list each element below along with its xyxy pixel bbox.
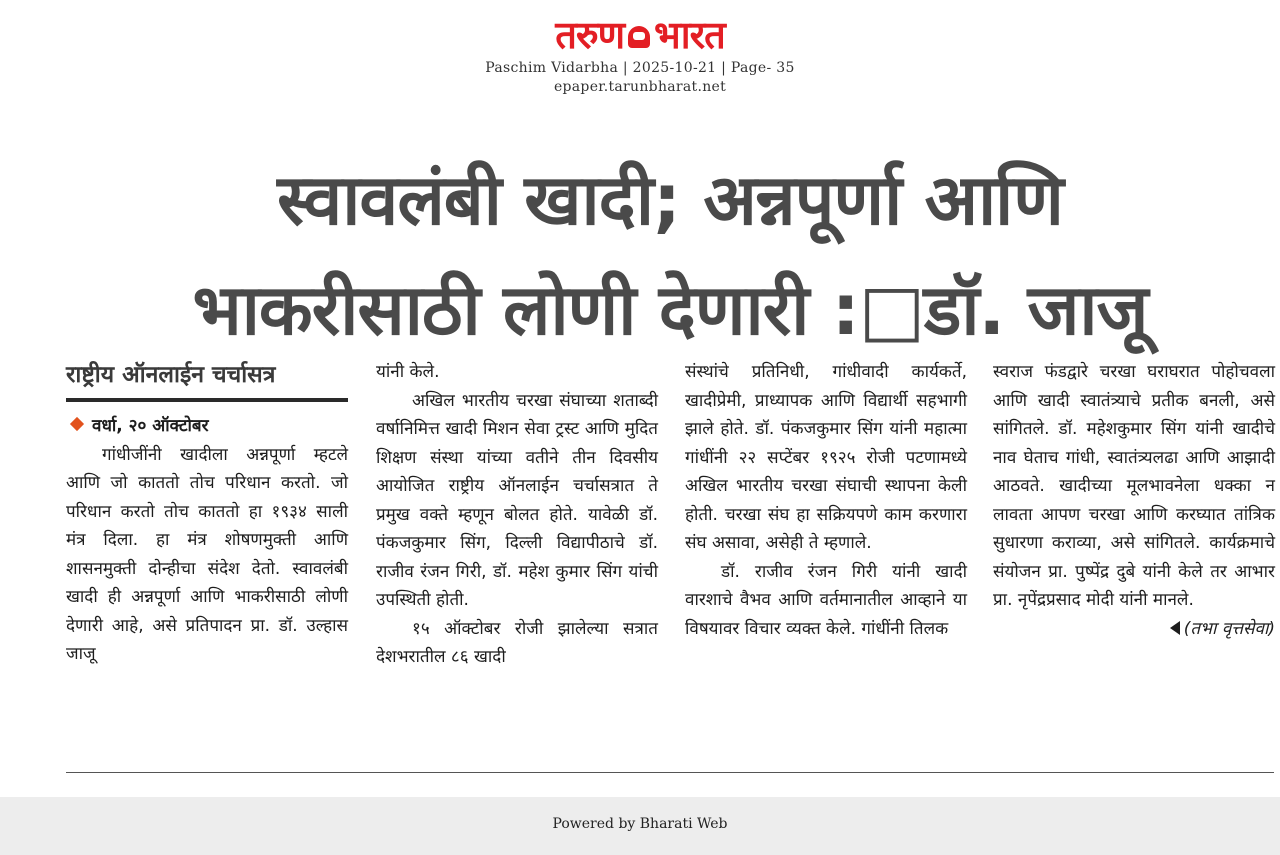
paragraph: गांधीजींनी खादीला अन्नपूर्णा म्हटले आणि जो काततो तोच परिधान करतो. जो परिधान करतो तोच काततो हा १९३४ साली मंत्र दिला. हा मंत्र शोषणमुक्ती आणि शासनमुक्ती दोन्हीचा संदेश देतो. स्वावलंबी खादी ही अन्नपूर्णा आणि भाकरीसाठी लोणी देणारी आहे, असे प्रतिपादन प्रा. डॉ. उल्हास जाजू (66, 444, 348, 664)
paragraph: १५ ऑक्टोबर रोजी झालेल्या सत्रात देशभरातील ८६ खादी (376, 618, 658, 667)
logo-text-right: भारत (654, 13, 725, 57)
paragraph: अखिल भारतीय चरखा संघाच्या शताब्दी वर्षानिमित्त खादी मिशन सेवा ट्रस्ट आणि मुदित शिक्षण संस्था यांच्या वतीने तीन दिवसीय आयोजित राष्ट्रीय ऑनलाईन चर्चासत्रात ते प्रमुख वक्ते म्हणून बोलत होते. यावेळी डॉ. पंकजकुमार सिंग, दिल्ली विद्यापीठाचे डॉ. राजीव रंजन गिरी, डॉ. महेश कुमार सिंग यांची उपस्थिती होती. (376, 390, 658, 610)
masthead (0, 0, 1280, 100)
logo-emblem-icon (628, 26, 650, 48)
footer-bar (0, 797, 1280, 855)
dateline: वर्धा, २० ऑक्टोबर (92, 416, 209, 436)
news-credit: (तभा वृत्तसेवा) (1183, 618, 1275, 639)
diamond-bullet-icon (70, 417, 84, 431)
bottom-divider (66, 772, 1274, 773)
paragraph: संस्थांचे प्रतिनिधी, गांधीवादी कार्यकर्ते, खादीप्रेमी, प्राध्यापक आणि विद्यार्थी सहभागी झाले होते. डॉ. पंकजकुमार सिंग यांनी महात्मा गांधींनी २२ सप्टेंबर १९२५ रोजी पटणामध्ये अखिल भारतीय चरखा संघाची स्थापना केली होती. चरखा संघ हा सक्रियपणे काम करणारा संघ असावा, असेही ते म्हणाले. (685, 362, 967, 553)
article-headline (100, 145, 1240, 365)
article-column-1 (66, 358, 348, 669)
footer-text[interactable]: Powered by Bharati Web (552, 816, 728, 832)
site-url[interactable]: epaper.tarunbharat.net (553, 79, 727, 95)
triangle-left-icon (1170, 621, 1180, 635)
headline-line-1: स्वावलंबी खादी; अन्नपूर्णा आणि (277, 159, 1063, 241)
article-column-3 (685, 358, 967, 643)
paragraph: स्वराज फंडद्वारे चरखा घराघरात पोहोचवला आणि खादी स्वातंत्र्याचे प्रतीक बनली, असे सांगितले. डॉ. महेशकुमार सिंग यांनी खादीचे नाव घेताच गांधी, स्वातंत्र्यलढा आणि आझादी आठवते. खादीच्या मूलभावनेला धक्का न लावता आपण चरखा आणि करघ्यात तांत्रिक सुधारणा कराव्या, असे सांगितले. कार्यक्रमाचे संयोजन प्रा. पुष्पेंद्र दुबे यांनी केले तर आभार प्रा. नृपेंद्रप्रसाद मोदी यांनी मानले. (993, 362, 1275, 610)
paragraph: यांनी केले. (376, 362, 440, 382)
credit-row (993, 615, 1275, 644)
newspaper-logo[interactable] (515, 12, 765, 58)
article-column-2 (376, 358, 658, 672)
article-column-4 (993, 358, 1275, 643)
paragraph: डॉ. राजीव रंजन गिरी यांनी खादी वारशाचे वैभव आणि वर्तमानातील आव्हाने या विषयावर विचार व्यक्त केले. गांधींनी तिलक (685, 561, 967, 639)
dateline-row (66, 412, 348, 441)
edition-info: Paschim Vidarbha | 2025-10-21 | Page- 35 (485, 60, 795, 76)
logo-text-left: तरुण (555, 13, 625, 57)
article-subhead: राष्ट्रीय ऑनलाईन चर्चासत्र (66, 358, 348, 402)
headline-line-2: भाकरीसाठी लोणी देणारी :□डॉ. जाजू (192, 269, 1148, 351)
